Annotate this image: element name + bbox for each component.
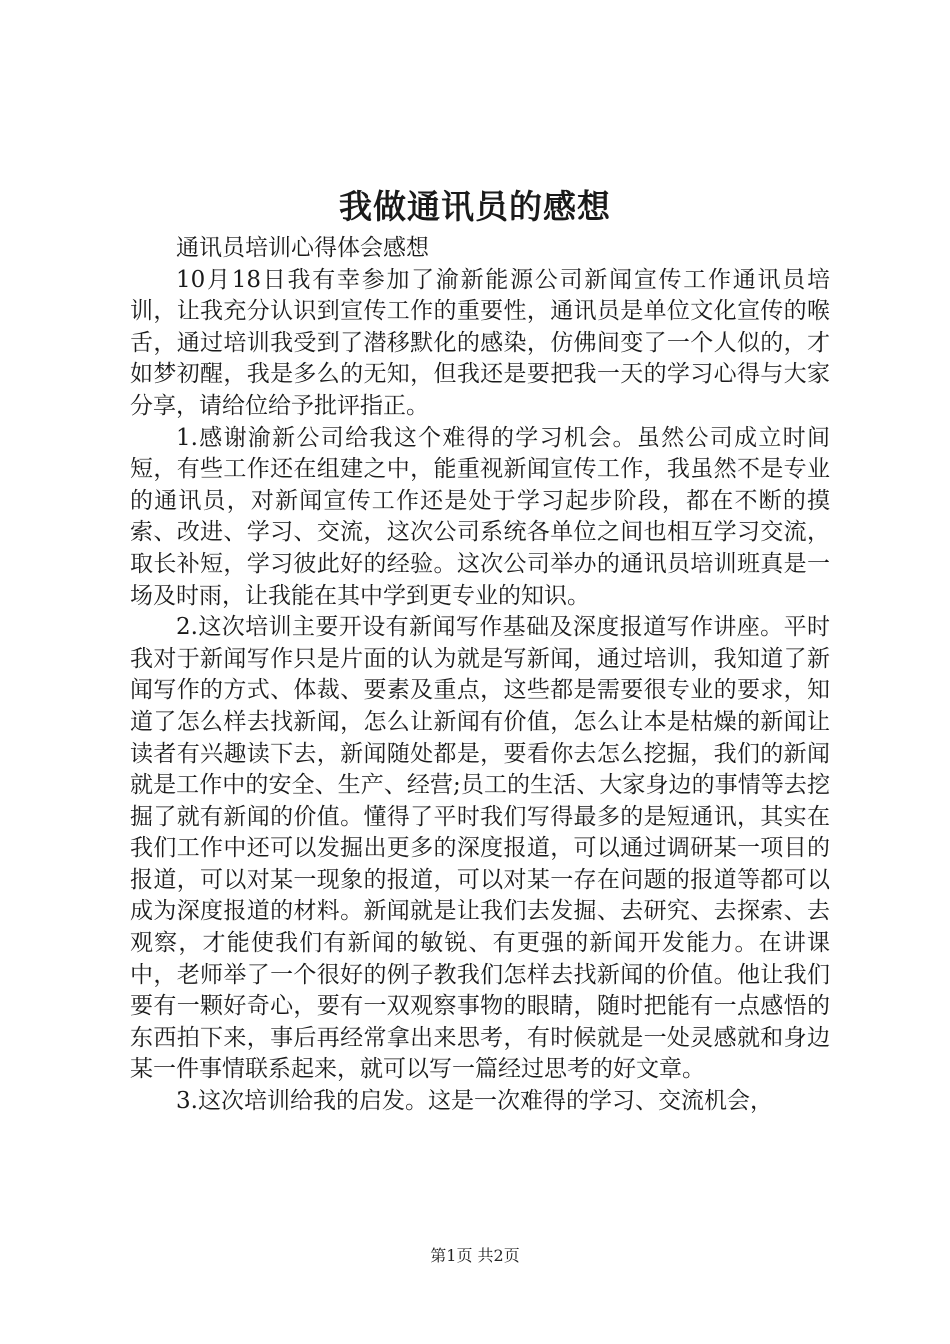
page-number-footer: 第1页 共2页 bbox=[430, 1246, 520, 1265]
paragraph: 10月18日我有幸参加了渝新能源公司新闻宣传工作通讯员培训，让我充分认识到宣传工作的重要性，通讯员是单位文化宣传的喉舌，通过培训我受到了潜移默化的感染，仿佛间变了一个人似的，才如梦初醒，我是多么的无知，但我还是要把我一天的学习心得与大家分享，请给位给予批评指正。 bbox=[130, 266, 830, 419]
document-title: 我做通讯员的感想 bbox=[339, 187, 611, 226]
document-subtitle: 通讯员培训心得体会感想 bbox=[176, 235, 429, 261]
paragraph: 2.这次培训主要开设有新闻写作基础及深度报道写作讲座。平时我对于新闻写作只是片面的认为就是写新闻，通过培训，我知道了新闻写作的方式、体裁、要素及重点，这些都是需要很专业的要求，知道了怎么样去找新闻，怎么让新闻有价值，怎么让本是枯燥的新闻让读者有兴趣读下去，新闻随处都是，要看你去怎么挖掘，我们的新闻就是工作中的安全、生产、经营;员工的生活、大家身边的事情等去挖掘了就有新闻的价值。懂得了平时我们写得最多的是短通讯，其实在我们工作中还可以发掘出更多的深度报道，可以通过调研某一项目的报道，可以对某一现象的报道，可以对某一存在问题的报道等都可以成为深度报道的材料。新闻就是让我们去发掘、去研究、去探索、去观察，才能使我们有新闻的敏锐、有更强的新闻开发能力。在讲课中，老师举了一个很好的例子教我们怎样去找新闻的价值。他让我们要有一颗好奇心，要有一双观察事物的眼睛，随时把能有一点感悟的东西拍下来，事后再经常拿出来思考，有时候就是一处灵感就和身边某一件事情联系起来，就可以写一篇经过思考的好文章。 bbox=[130, 614, 830, 1083]
document-body bbox=[130, 233, 830, 1118]
paragraph: 1.感谢渝新公司给我这个难得的学习机会。虽然公司成立时间短，有些工作还在组建之中，能重视新闻宣传工作，我虽然不是专业的通讯员，对新闻宣传工作还是处于学习起步阶段，都在不断的摸索、改进、学习、交流，这次公司系统各单位之间也相互学习交流，取长补短，学习彼此好的经验。这次公司举办的通讯员培训班真是一场及时雨，让我能在其中学到更专业的知识。 bbox=[130, 424, 830, 609]
paragraph: 3.这次培训给我的启发。这是一次难得的学习、交流机会， bbox=[176, 1088, 773, 1115]
